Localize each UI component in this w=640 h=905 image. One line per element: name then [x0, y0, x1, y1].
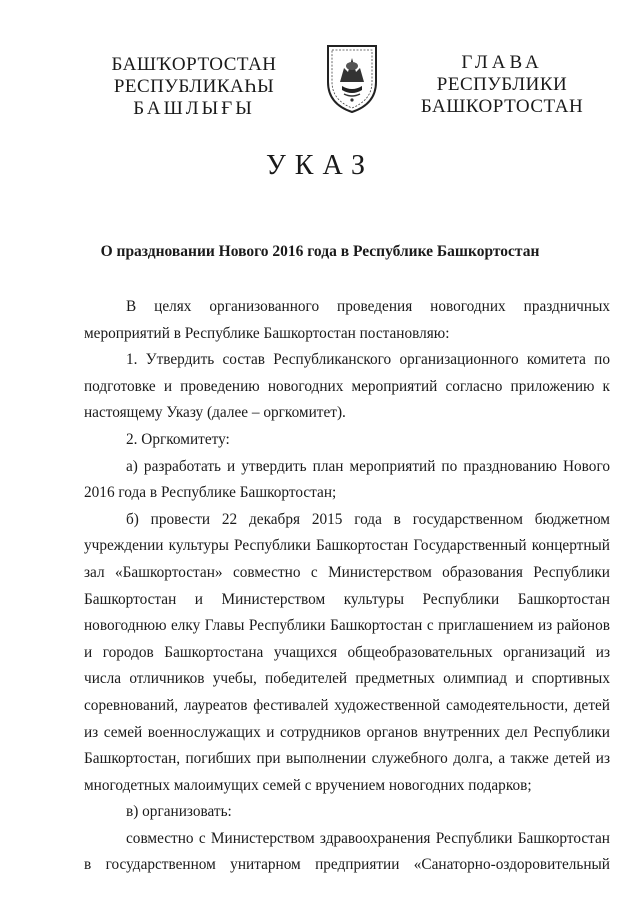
paragraph-item-2b: б) провести 22 декабря 2015 года в государственном бюджетном учреждении культуры Республики Башкортостан Государственный концертный зал «Башкортостан» совместно с Министерством образования Республики Башкортостан и Министерством культуры Республики Башкортостан новогоднюю елку Главы Республики Башкортостан с приглашением из районов и городов Башкортостана учащихся общеобразовательных организаций из числа отличников учебы, победителей предметных олимпиад и спортивных соревнований, лауреатов фестивалей художественной самодеятельности, детей из семей военнослужащих и сотрудников органов внутренних дел Республики Башкортостан, погибших при выполнении служебного долга, а также детей из многодетных малоимущих семей с вручением новогодних подарков; — [84, 510, 610, 794]
header-left-block — [96, 54, 292, 120]
header-left-line-2: РЕСПУБЛИКАҺЫ — [113, 76, 275, 97]
document-title: УКАЗ — [265, 150, 375, 181]
document-body — [84, 294, 610, 879]
paragraph-item-2: 2. Оргкомитету: — [126, 430, 230, 448]
header-left-line-3: БАШЛЫҒЫ — [133, 98, 255, 119]
header-right-line-3: БАШКОРТОСТАН — [420, 96, 584, 117]
bashkortostan-coat-of-arms-icon — [322, 42, 382, 114]
paragraph-item-2v-1: совместно с Министерством здравоохранения Республики Башкортостан в государственном унитарном предприятии «Санаторно-оздоровительный — [84, 829, 610, 874]
header-right-block — [420, 52, 584, 118]
header-left-line-1: БАШҠОРТОСТАН — [111, 54, 277, 75]
paragraph-item-2v: в) организовать: — [126, 803, 232, 821]
paragraph-item-2a: а) разработать и утвердить план мероприятий по празднованию Нового 2016 года в Республике Башкортостан; — [84, 457, 610, 502]
paragraph-preamble: В целях организованного проведения новогодних праздничных мероприятий в Республике Башкортостан постановляю: — [84, 298, 610, 342]
document-subtitle: О праздновании Нового 2016 года в Республике Башкортостан — [100, 243, 540, 260]
paragraph-item-1: 1. Утвердить состав Республиканского организационного комитета по подготовке и проведению новогодних мероприятий согласно приложению к настоящему Указу (далее – оргкомитет). — [84, 351, 610, 422]
header-right-line-1: ГЛАВА — [461, 52, 543, 73]
header-right-line-2: РЕСПУБЛИКИ — [436, 74, 568, 95]
